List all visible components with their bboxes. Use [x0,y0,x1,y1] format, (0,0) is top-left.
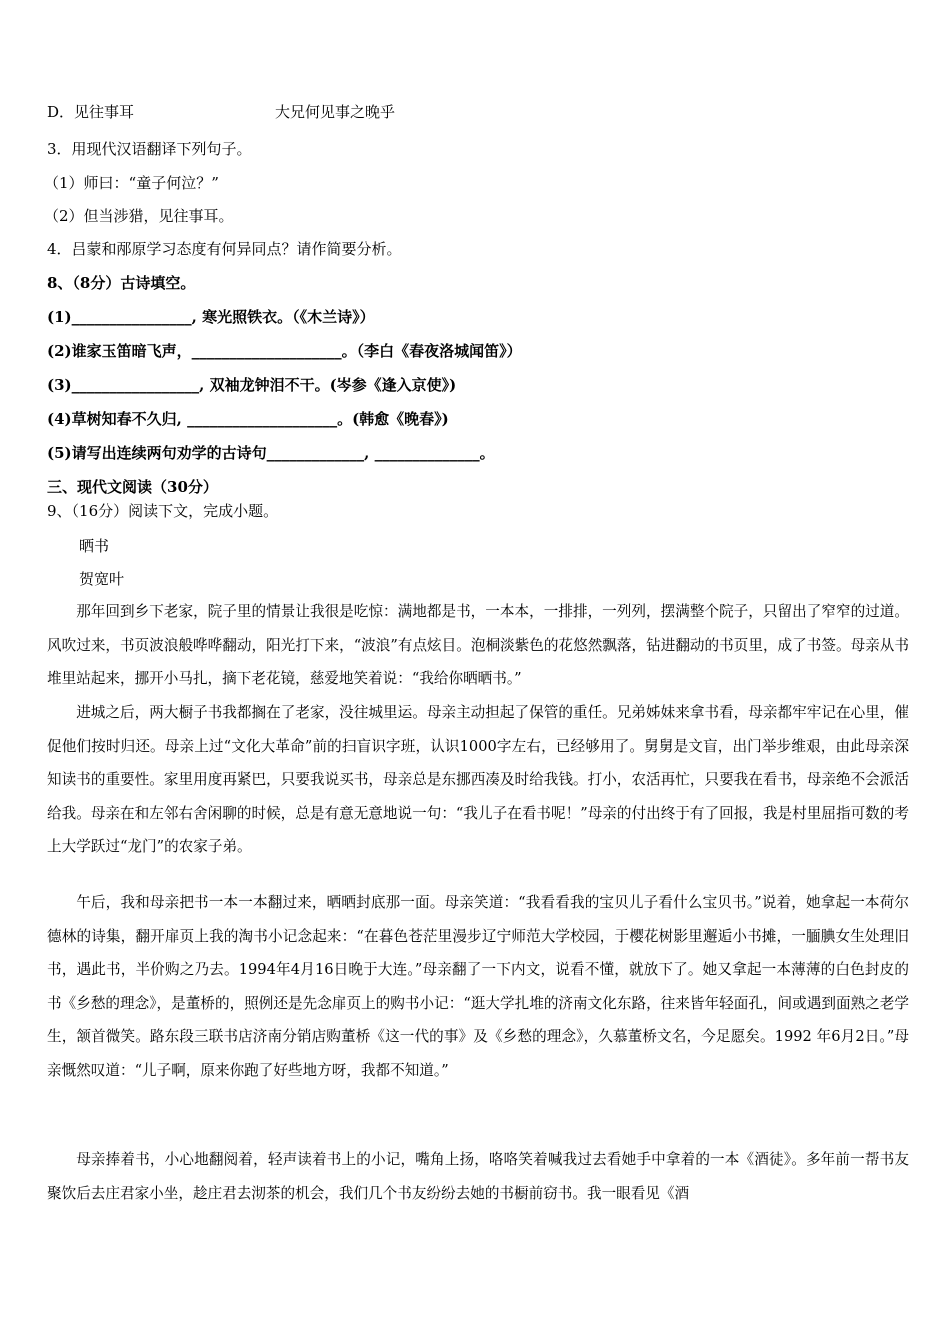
article-paragraph-1: 那年回到乡下老家，院子里的情景让我很是吃惊：满地都是书，一本本，一排排，一列列，摆满整个院子，只留出了窄窄的过道。风吹过来，书页波浪般哗哗翻动，阳光打下来，“波浪”有点炫目。泡桐淡紫色的花悠然飘落，钻进翻动的书页里，成了书签。母亲从书堆里站起来，挪开小马扎，摘下老花镜，慈爱地笑着说：“我给你晒晒书。” [47,603,909,688]
question-8-header: 8、（8分）古诗填空。 [47,274,196,292]
option-d-line [47,101,395,123]
option-d-pair-text: 大兄何见事之晚乎 [275,103,396,121]
question-4-prompt: 4．吕蒙和邴原学习态度有何异同点？请作简要分析。 [47,240,402,258]
question-3-item-1: （1）师曰：“童子何泣？” [44,174,219,192]
section-3-header: 三、现代文阅读（30分） [47,478,218,496]
question-9-prompt: 9、（16分）阅读下文，完成小题。 [47,502,279,520]
article-title: 晒书 [79,537,110,555]
article-paragraph-2: 进城之后，两大橱子书我都搁在了老家，没往城里运。母亲主动担起了保管的重任。兄弟姊妹来拿书看，母亲都牢牢记在心里，催促他们按时归还。母亲上过“文化大革命”前的扫盲识字班，认识1000字左右，已经够用了。舅舅是文盲，出门举步维艰，由此母亲深知读书的重要性。家里用度再紧巴，只要我说买书，母亲总是东挪西凑及时给我钱。打小，农活再忙，只要我在看书，母亲绝不会派活给我。母亲在和左邻右舍闲聊的时候，总是有意无意地说一句：“我儿子在看书呢！”母亲的付出终于有了回报，我是村里屈指可数的考上大学跃过“龙门”的农家子弟。 [47,704,909,856]
option-d-text: D．见往事耳 [47,103,135,121]
poem-fill-item-4: (4)草树知春不久归, ____________________。(韩愈《晚春》) [47,410,449,428]
article-paragraph-3: 午后，我和母亲把书一本一本翻过来，晒晒封底那一面。母亲笑道：“我看看我的宝贝儿子看什么宝贝书。”说着，她拿起一本荷尔德林的诗集，翻开扉页上我的淘书小记念起来：“在暮色苍茫里漫步辽宁师范大学校园，于樱花树影里邂逅小书摊，一腼腆女生处理旧书，遇此书，半价购之乃去。1994年4月16日晚于大连。”母亲翻了一下内文，说看不懂，就放下了。她又拿起一本薄薄的白色封皮的书《乡愁的理念》，是董桥的，照例还是先念扉页上的购书小记：“逛大学扎堆的济南文化东路，往来皆年轻面孔，间或遇到面熟之老学生，颔首微笑。路东段三联书店济南分销店购董桥《这一代的事》及《乡愁的理念》，久慕董桥文名，今足愿矣。1992 年6月2日。”母亲慨然叹道：“儿子啊，原来你跑了好些地方呀，我都不知道。” [47,894,909,1079]
poem-fill-item-3: (3)_________________, 双袖龙钟泪不干。(岑参《逢入京使》) [47,376,457,394]
poem-fill-item-5: (5)请写出连续两句劝学的古诗句_____________, ______________。 [47,444,495,462]
poem-fill-item-2: (2)谁家玉笛暗飞声，____________________。（李白《春夜洛城闻笛》） [47,342,522,360]
article-author: 贺宽叶 [79,570,125,588]
poem-fill-item-1: (1)________________, 寒光照铁衣。（《木兰诗》） [47,308,375,326]
article-paragraph-4: 母亲捧着书，小心地翻阅着，轻声读着书上的小记，嘴角上扬，咯咯笑着喊我过去看她手中拿着的一本《酒徒》。多年前一帮书友聚饮后去庄君家小坐，趁庄君去沏茶的机会，我们几个书友纷纷去她的书橱前窃书。我一眼看见《酒 [47,1151,909,1202]
question-3-item-2: （2）但当涉猎，见往事耳。 [44,207,234,225]
question-3-prompt: 3．用现代汉语翻译下列句子。 [47,140,252,158]
